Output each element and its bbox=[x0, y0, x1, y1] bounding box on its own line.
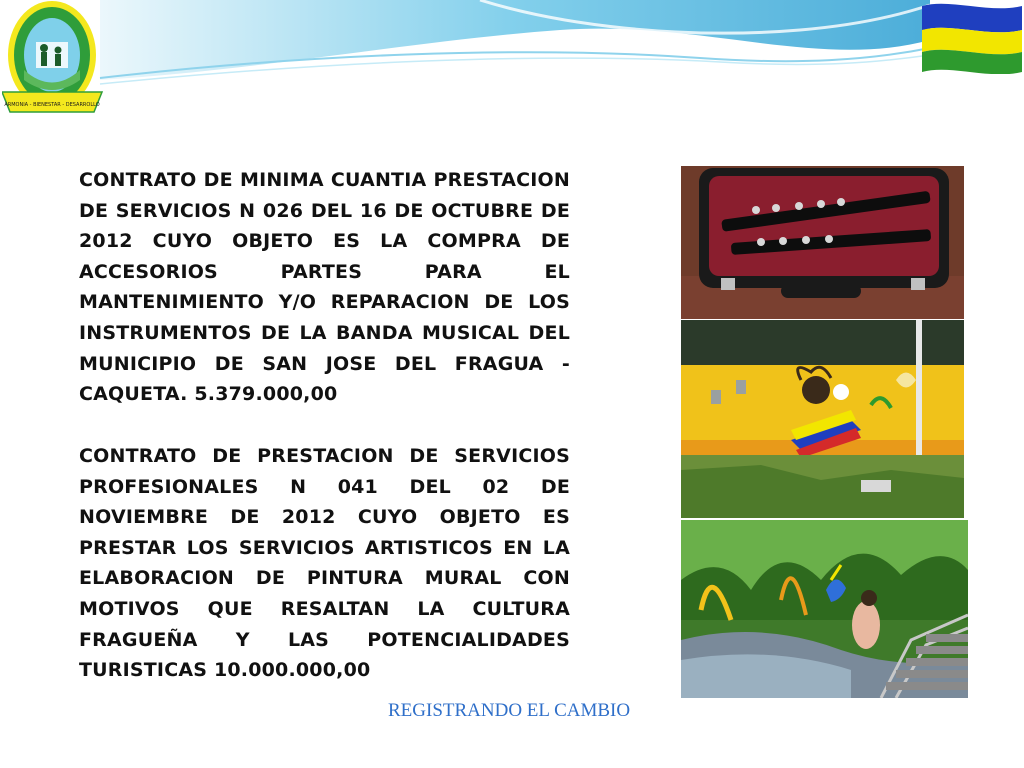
contract-paragraph-2: CONTRATO DE PRESTACION DE SERVICIOS PROFESIONALES N 041 DEL 02 DE NOVIEMBRE DE 2012 CUYO OBJETO ES PRESTAR LOS SERVICIOS ARTISTICOS EN LA ELABORACION DE PINTURA MURAL CON MOTIVOS QUE RESALTAN LA CULTURA FRAGUEÑA Y LAS POTENCIALIDADES TURISTICAS 10.000.000,00 bbox=[79, 445, 570, 682]
river-mural-photo bbox=[681, 520, 968, 698]
footer-slogan: REGISTRANDO EL CAMBIO bbox=[388, 700, 631, 721]
municipal-seal-logo bbox=[2, 0, 104, 120]
header-wave-decoration bbox=[0, 0, 1024, 100]
municipal-flag bbox=[920, 0, 1024, 74]
wall-mural-photo bbox=[681, 320, 964, 518]
contract-paragraph-1: CONTRATO DE MINIMA CUANTIA PRESTACION DE SERVICIOS N 026 DEL 16 DE OCTUBRE DE 2012 CUYO OBJETO ES LA COMPRA DE ACCESORIOS PARTES PARA EL MANTENIMIENTO Y/O REPARACION DE LOS INSTRUMENTOS DE LA BANDA MUSICAL DEL MUNICIPIO DE SAN JOSE DEL FRAGUA - CAQUETA. 5.379.000,00 bbox=[79, 169, 570, 406]
svg-text:ARMONIA - BIENESTAR - DESARROL: ARMONIA - BIENESTAR - DESARROLLO bbox=[4, 102, 100, 108]
clarinet-case-photo bbox=[681, 166, 964, 319]
